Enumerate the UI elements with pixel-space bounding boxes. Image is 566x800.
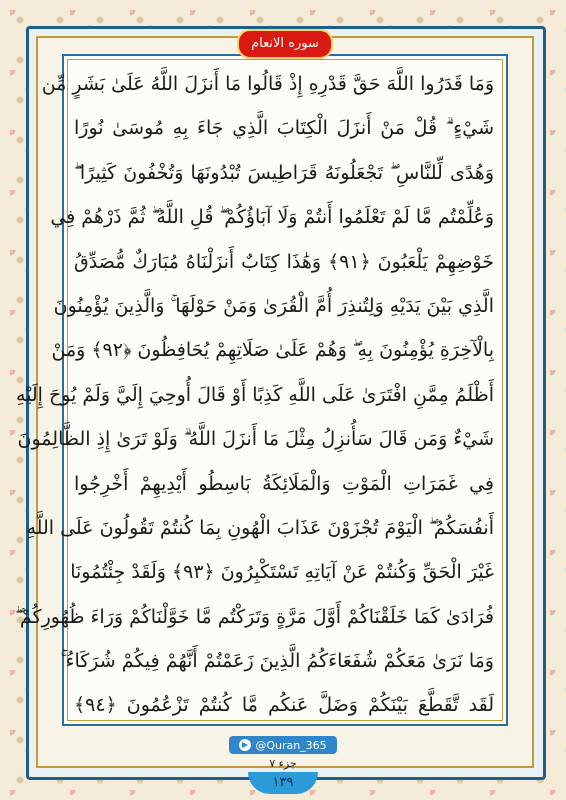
verse-line: شَيْءٌ وَمَن قَالَ سَأُنزِلُ مِثْلَ مَا أَنزَلَ اللَّهُ ۗ وَلَوْ تَرَىٰ إِذِ الظَّالِمُونَ [17,428,494,451]
verse-line: خَوْضِهِمْ يَلْعَبُونَ ﴿٩١﴾ وَهَٰذَا كِتَابٌ أَنزَلْنَاهُ مُبَارَكٌ مُّصَدِّقُ [74,250,494,273]
verse-line: غَيْرَ الْحَقِّ وَكُنتُمْ عَنْ آيَاتِهِ تَسْتَكْبِرُونَ ﴿٩٣﴾ وَلَقَدْ جِئْتُمُونَا [70,561,494,584]
verse-line: وَهُدًى لِّلنَّاسِ ۖ تَجْعَلُونَهُ قَرَاطِيسَ تُبْدُونَهَا وَتُخْفُونَ كَثِيرًا ۖ [74,161,494,184]
page-number: ۱۳۹ [248,772,318,794]
verse-line: أَنفُسَكُمُ ۖ الْيَوْمَ تُجْزَوْنَ عَذَابَ الْهُونِ بِمَا كُنتُمْ تَقُولُونَ عَلَى اللَّهِ [26,516,494,539]
verse-lines [15,62,494,728]
verse-line: الَّذِي بَيْنَ يَدَيْهِ وَلِتُنذِرَ أُمَّ الْقُرَىٰ وَمَنْ حَوْلَهَا ۚ وَالَّذِينَ يُؤْمِنُونَ [53,294,494,317]
juz-label: جزء ۷ [269,757,297,770]
verse-line: وَعُلِّمْتُم مَّا لَمْ تَعْلَمُوا أَنتُمْ وَلَا آبَاؤُكُمْ ۖ قُلِ اللَّهُ ۖ ثُمَّ ذَرْهُمْ فِي [50,206,494,229]
verse-line: بِالْآخِرَةِ يُؤْمِنُونَ بِهِ ۖ وَهُمْ عَلَىٰ صَلَاتِهِمْ يُحَافِظُونَ ﴿٩٢﴾ وَمَنْ [51,339,494,362]
verse-line: لَقَد تَّقَطَّعَ بَيْنَكُمْ وَضَلَّ عَنكُم مَّا كُنتُمْ تَزْعُمُونَ ﴿٩٤﴾ [74,694,494,717]
verse-line: أَظْلَمُ مِمَّنِ افْتَرَىٰ عَلَى اللَّهِ كَذِبًا أَوْ قَالَ أُوحِيَ إِلَيَّ وَلَمْ يُوحَ إِلَيْهِ [15,383,494,406]
telegram-handle: @Quran_365 [255,738,327,752]
verse-line: فِي غَمَرَاتِ الْمَوْتِ وَالْمَلَائِكَةُ بَاسِطُو أَيْدِيهِمْ أَخْرِجُوا [74,472,494,495]
verse-line: وَمَا نَرَىٰ مَعَكُمْ شُفَعَاءَكُمُ الَّذِينَ زَعَمْتُمْ أَنَّهُمْ فِيكُمْ شُرَكَاءُ ۚ [60,650,494,673]
verse-line: شَيْءٍ ۗ قُلْ مَنْ أَنزَلَ الْكِتَابَ الَّذِي جَاءَ بِهِ مُوسَىٰ نُورًا [74,117,494,140]
surah-title-badge: سوره الانعام [237,29,333,59]
telegram-icon [239,739,251,751]
verse-line: وَمَا قَدَرُوا اللَّهَ حَقَّ قَدْرِهِ إِذْ قَالُوا مَا أَنزَلَ اللَّهُ عَلَىٰ بَشَرٍ مِّن [41,73,494,95]
verse-line: فُرَادَىٰ كَمَا خَلَقْنَاكُمْ أَوَّلَ مَرَّةٍ وَتَرَكْتُم مَّا خَوَّلْنَاكُمْ وَرَاءَ ظُهُورِكُمْ ۖ [15,605,494,628]
telegram-link[interactable] [229,736,337,754]
